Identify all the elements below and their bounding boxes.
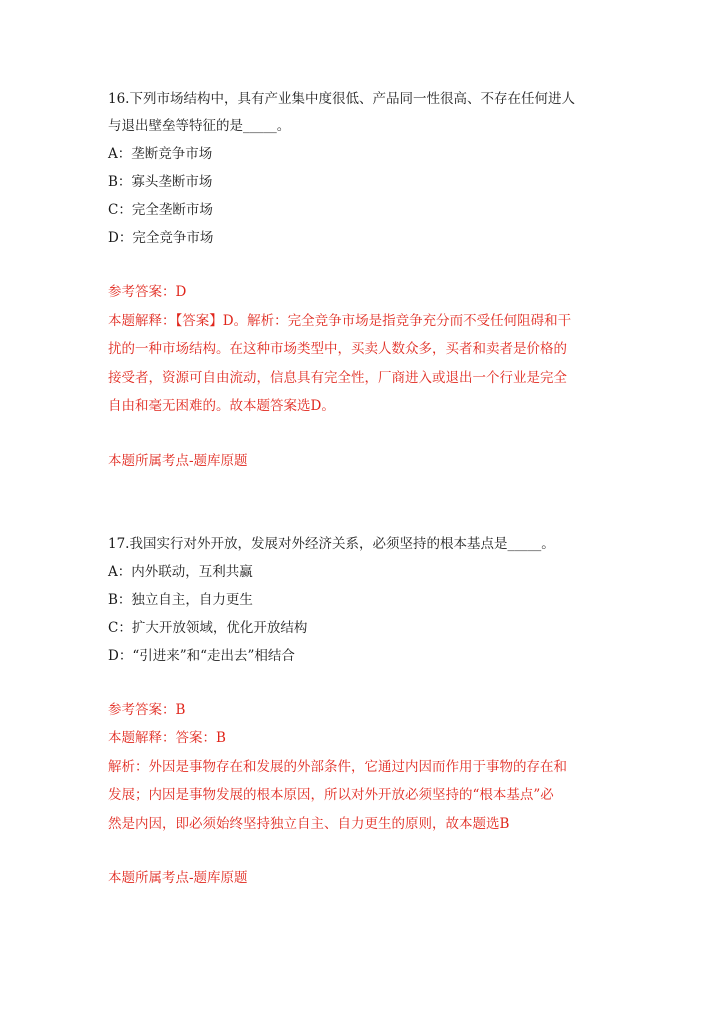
explanation-line: 本题解释：答案：B — [108, 730, 226, 746]
option-d: D：完全竞争市场 — [108, 230, 214, 246]
option-d: D：“引进来”和“走出去”相结合 — [108, 647, 295, 664]
document-page — [108, 86, 618, 892]
option-a: A：垄断竞争市场 — [108, 146, 213, 162]
explanation-line: 自由和毫无困难的。故本题答案选D。 — [108, 398, 335, 414]
option-b: B：独立自主，自力更生 — [108, 591, 253, 608]
reference-answer: 参考答案：B — [108, 701, 186, 718]
option-c: C：扩大开放领域，优化开放结构 — [108, 619, 308, 636]
explanation-line: 然是内因，即必须始终坚持独立自主、自力更生的原则，故本题选B — [108, 815, 510, 832]
explanation-line: 解析：外因是事物存在和发展的外部条件，它通过内因而作用于事物的存在和 — [108, 758, 567, 775]
answer-block — [108, 696, 618, 839]
reference-answer: 参考答案：D — [108, 284, 187, 300]
explanation-line: 接受者，资源可自由流动，信息具有完全性，厂商进入或退出一个行业是完全 — [108, 369, 567, 386]
question-stem — [108, 531, 618, 558]
question-stem — [108, 86, 618, 140]
option-b: B：寡头垄断市场 — [108, 174, 213, 190]
option-a: A：内外联动，互利共赢 — [108, 563, 253, 580]
question-source: 本题所属考点-题库原题 — [108, 452, 248, 469]
explanation-line: 发展；内因是事物发展的根本原因，所以对外开放必须坚持的“根本基点”必 — [108, 787, 554, 803]
explanation-line: 本题解释：【答案】D。解析：完全竞争市场是指竞争充分而不受任何阻碍和干 — [108, 312, 572, 329]
options-list — [108, 558, 618, 670]
answer-block — [108, 278, 618, 421]
question-source: 本题所属考点-题库原题 — [108, 870, 248, 886]
option-c: C：完全垄断市场 — [108, 202, 213, 218]
explanation-line: 扰的一种市场结构。在这种市场类型中，买卖人数众多，买者和卖者是价格的 — [108, 341, 567, 357]
options-list — [108, 140, 618, 252]
question-17 — [108, 531, 618, 893]
stem-line: 16.下列市场结构中，具有产业集中度很低、产品同一性很高、不存在任何进人 — [108, 91, 575, 107]
stem-line: 与退出壁垒等特征的是_____。 — [108, 118, 291, 134]
stem-line: 17.我国实行对外开放，发展对外经济关系，必须坚持的根本基点是_____。 — [108, 535, 555, 552]
question-16 — [108, 86, 618, 475]
